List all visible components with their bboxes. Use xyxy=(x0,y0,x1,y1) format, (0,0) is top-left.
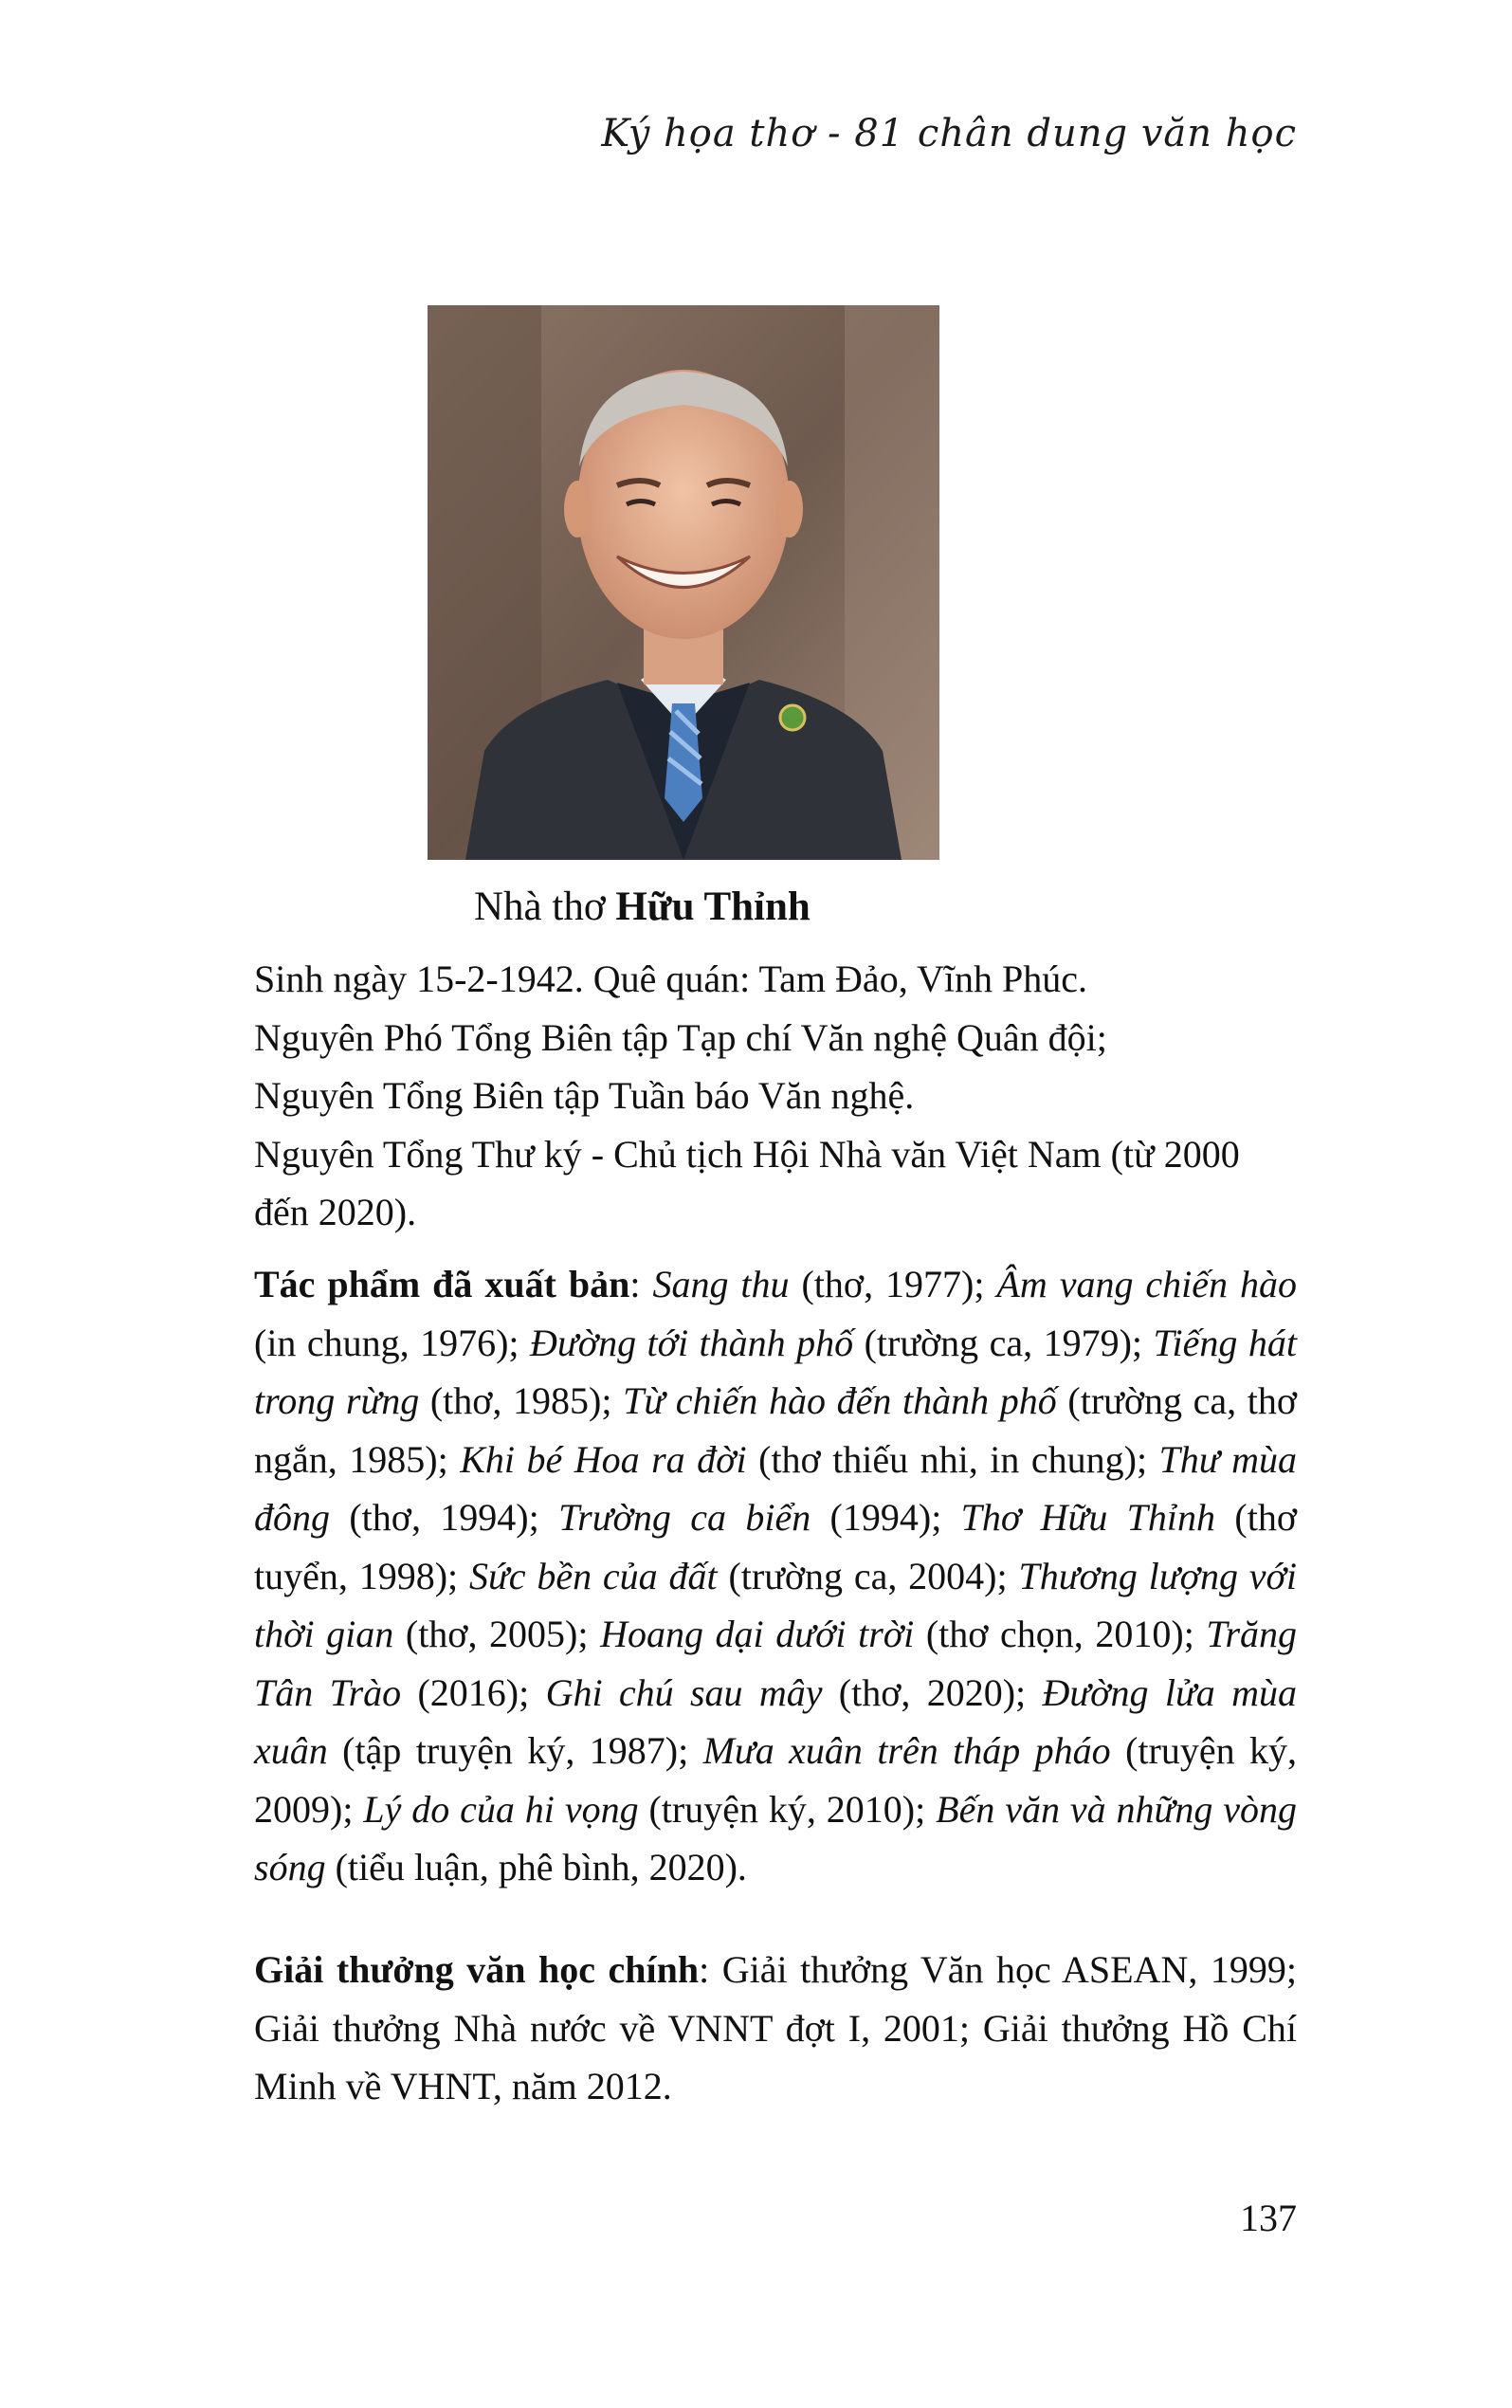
work-title: Mưa xuân trên tháp pháo xyxy=(702,1729,1111,1772)
work-note: (truyện ký, 2010); xyxy=(638,1787,937,1831)
literary-awards xyxy=(254,1941,1297,2116)
page-number: 137 xyxy=(1240,2197,1297,2239)
awards-text: : Giải thưởng Văn học ASEAN, 1999; Giải thưởng Nhà nước về VNNT đợt I, 2001; Giải thưởng Hồ Chí Minh về VHNT, năm 2012. xyxy=(254,1948,1297,2107)
work-note: (in chung, 1976); xyxy=(254,1321,531,1364)
work-note: (thơ, 1977); xyxy=(789,1263,997,1305)
work-note: (thơ, 1985); xyxy=(419,1379,624,1422)
work-title: Tiếng hát trong rừng xyxy=(254,1321,1297,1422)
author-name: Hữu Thỉnh xyxy=(615,885,811,929)
work-note: (thơ tuyển, 1998); xyxy=(254,1496,1297,1597)
work-title: Khi bé Hoa ra đời xyxy=(460,1437,747,1481)
work-note: (trường ca, thơ ngắn, 1985); xyxy=(254,1379,1297,1481)
work-note: (truyện ký, 2009); xyxy=(254,1729,1297,1831)
bio-line-position-3: Nguyên Tổng Thư ký - Chủ tịch Hội Nhà văn Việt Nam (từ 2000 đến 2020). xyxy=(254,1132,1240,1233)
portrait-image xyxy=(428,305,939,860)
work-title: Ghi chú sau mây xyxy=(545,1670,823,1714)
work-note: (thơ, 2020); xyxy=(822,1670,1043,1714)
work-note: (trường ca, 2004); xyxy=(717,1554,1019,1597)
work-title: Hoang dại dưới trời xyxy=(600,1613,915,1655)
work-title: Thương lượng với thời gian xyxy=(254,1554,1298,1655)
work-note: (trường ca, 1979); xyxy=(853,1321,1154,1364)
work-note: (2016); xyxy=(401,1670,546,1714)
work-title: Sức bền của đất xyxy=(468,1554,718,1597)
work-title: Trường ca biển xyxy=(558,1496,811,1539)
work-title: Lý do của hi vọng xyxy=(363,1787,639,1831)
work-title: Đường lửa mùa xuân xyxy=(254,1670,1297,1772)
work-title: Thư mùa đông xyxy=(254,1437,1298,1539)
bio-line-birth: Sinh ngày 15-2-1942. Quê quán: Tam Đảo, Vĩnh Phúc. xyxy=(254,958,1087,1000)
bio-line-position-1: Nguyên Phó Tổng Biên tập Tạp chí Văn nghệ Quân đội; xyxy=(254,1015,1107,1059)
awards-label: Giải thưởng văn học chính xyxy=(254,1948,700,1991)
work-note: (1994); xyxy=(811,1496,961,1539)
work-title: Trăng Tân Trào xyxy=(254,1613,1298,1714)
author-portrait xyxy=(428,305,939,860)
work-title: Bến văn và những vòng sóng xyxy=(254,1787,1298,1888)
works-label: Tác phẩm đã xuất bản xyxy=(254,1263,630,1305)
work-title: Thơ Hữu Thỉnh xyxy=(960,1496,1216,1539)
works-list xyxy=(254,1263,1297,1888)
work-note: (thơ chọn, 2010); xyxy=(914,1613,1207,1655)
work-note: (tập truyện ký, 1987); xyxy=(327,1729,703,1772)
work-title: Âm vang chiến hào xyxy=(996,1263,1297,1305)
work-note: (thơ thiếu nhi, in chung); xyxy=(746,1437,1159,1481)
bio-line-position-2: Nguyên Tổng Biên tập Tuần báo Văn nghệ. xyxy=(254,1074,915,1117)
published-works: Tác phẩm đã xuất bản: Sang thu (thơ, 1977); Âm vang chiến hào (in chung, 1976); Đường tới thành phố (trường ca, 1979); Tiếng hát trong rừng (thơ, 1985); Từ chiến hào đến thành phố (trường ca, thơ ngắn, 1985); Khi bé Hoa ra đời (thơ thiếu nhi, in chung); Thư mùa đông (thơ, 1994); Trường ca biển (1994); Thơ Hữu Thỉnh (thơ tuyển, 1998); Sức bền của đất (trường ca, 2004); Thương lượng với thời gian (thơ, 2005); Hoang dại dưới trời (thơ chọn, 2010); Trăng Tân Trào (2016); Ghi chú sau mây (thơ, 2020); Đường lửa mùa xuân (tập truyện ký, 1987); Mưa xuân trên tháp pháo (truyện ký, 2009); Lý do của hi vọng (truyện ký, 2010); Bến văn và những vòng sóng (tiểu luận, phê bình, 2020). xyxy=(254,1263,1298,1888)
portrait-caption xyxy=(474,884,811,930)
work-title: Từ chiến hào đến thành phố xyxy=(623,1379,1057,1422)
running-head: Ký họa thơ - 81 chân dung văn học xyxy=(601,112,1297,155)
work-title: Sang thu xyxy=(652,1263,790,1305)
work-note: (tiểu luận, phê bình, 2020). xyxy=(325,1846,747,1888)
work-note: (thơ, 2005); xyxy=(393,1613,601,1655)
biography xyxy=(254,950,1297,1242)
work-note: (thơ, 1994); xyxy=(330,1496,559,1539)
caption-prefix: Nhà thơ xyxy=(474,885,616,929)
work-title: Đường tới thành phố xyxy=(530,1321,854,1364)
